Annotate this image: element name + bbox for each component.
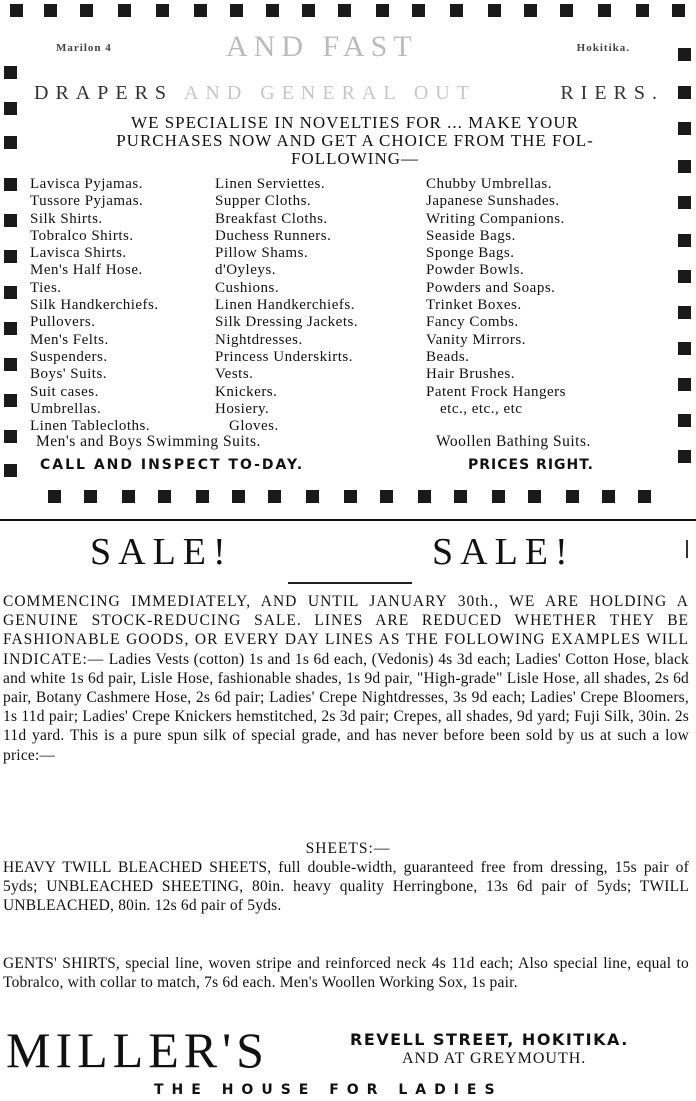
- sale-heading-left: SALE!: [90, 531, 233, 573]
- list-item: Ties.: [30, 279, 62, 296]
- specialise-notice: [50, 114, 660, 168]
- sale-paragraph-1: [3, 592, 689, 765]
- list-item: Breakfast Cloths.: [215, 210, 328, 227]
- list-item: Men's Felts.: [30, 331, 109, 348]
- list-item: Princess Underskirts.: [215, 348, 353, 365]
- list-item: Pillow Shams.: [215, 245, 309, 262]
- list-item: Knickers.: [215, 383, 278, 400]
- list-item: Tussore Pyjamas.: [30, 193, 144, 210]
- list-item: Suspenders.: [30, 348, 108, 365]
- drapers-left: DRAPERS: [34, 82, 174, 104]
- drapers-right: RIERS.: [560, 82, 664, 104]
- sale-heading-right: SALE!: [432, 531, 575, 573]
- list-item: Hair Brushes.: [426, 366, 515, 383]
- list-item: Powders and Soaps.: [426, 279, 556, 296]
- list-item: Linen Serviettes.: [215, 176, 326, 192]
- masthead-title: AND FAST: [226, 30, 418, 63]
- list-item: Cushions.: [215, 279, 280, 296]
- sale-intro: COMMENCING IMMEDIATELY, AND UNTIL JANUARY 30th., WE ARE HOLDING A GENUINE STOCK-REDUCING SALE. LINES ARE REDUCED WHETHER THEY BE FASHIONABLE GOODS, OR EVERY DAY LINES AS THE FOLLOWING EXAMPLES WILL INDICATE:—: [3, 593, 689, 668]
- list-item: etc., etc., etc: [440, 400, 523, 417]
- list-item: Patent Frock Hangers: [426, 383, 566, 400]
- masthead-left: Marilon 4: [56, 42, 112, 54]
- list-item: Beads.: [426, 348, 470, 365]
- list-item: Boys' Suits.: [30, 366, 108, 383]
- list-item: Lavisca Shirts.: [30, 245, 127, 262]
- store-tagline: THE HOUSE FOR LADIES: [154, 1082, 503, 1098]
- list-item: Umbrellas.: [30, 400, 102, 417]
- right-border: [674, 30, 696, 490]
- sheets-paragraph: HEAVY TWILL BLEACHED SHEETS, full double-width, guaranteed free from dressing, 15s pair of 5yds; UNBLEACHED SHEETING, 80in. heavy quality Herringbone, 13s 6d pair of 5yds; TWILL UNBLEACHED, 80in. 12s 6d pair of 5yds.: [3, 859, 689, 915]
- section-divider: [0, 519, 696, 521]
- list-item: Vests.: [215, 366, 254, 383]
- item-column-3: [426, 176, 566, 418]
- list-item: Vanity Mirrors.: [426, 331, 526, 348]
- store-address-1: REVELL STREET, HOKITIKA.: [350, 1030, 629, 1049]
- drapers-line: [34, 82, 664, 105]
- edge-mark: [686, 540, 688, 558]
- list-item: Japanese Sunshades.: [426, 193, 560, 210]
- list-item: Hosiery.: [215, 400, 270, 417]
- list-item: Suit cases.: [30, 383, 99, 400]
- list-item: Silk Shirts.: [30, 210, 103, 227]
- sheets-heading: SHEETS:—: [305, 840, 391, 857]
- store-address-2: AND AT GREYMOUTH.: [402, 1050, 587, 1067]
- list-item: Tobralco Shirts.: [30, 227, 134, 244]
- specialise-line-3: FOLLOWING—: [290, 149, 420, 168]
- store-name: MILLER'S: [6, 1022, 269, 1078]
- list-item: Supper Cloths.: [215, 193, 312, 210]
- list-item: Men's Half Hose.: [30, 262, 143, 279]
- shirts-paragraph: GENTS' SHIRTS, special line, woven stripe and reinforced neck 4s 11d each; Also special line, equal to Tobralco, with collar to match, 7s 6d each. Men's Woollen Working Sox, 1s pair.: [3, 955, 689, 992]
- drapers-middle: AND GENERAL OUT: [183, 82, 476, 104]
- swimming-suits-line: Men's and Boys Swimming Suits.: [36, 433, 261, 450]
- list-item: Silk Handkerchiefs.: [30, 297, 159, 314]
- list-item: Fancy Combs.: [426, 314, 519, 331]
- masthead-right: Hokitika.: [576, 42, 630, 54]
- item-column-2: [215, 176, 358, 435]
- list-item: d'Oyleys.: [215, 262, 276, 279]
- list-item: Trinket Boxes.: [426, 297, 522, 314]
- list-item: Chubby Umbrellas.: [426, 176, 552, 192]
- list-item: Linen Handkerchiefs.: [215, 297, 355, 314]
- list-item: Writing Companions.: [426, 210, 565, 227]
- list-item: Duchess Runners.: [215, 227, 332, 244]
- list-item: Silk Dressing Jackets.: [215, 314, 359, 331]
- list-item: Linen Tablecloths.: [30, 418, 151, 435]
- list-item: Nightdresses.: [215, 331, 303, 348]
- call-inspect-line: CALL AND INSPECT TO-DAY.: [40, 457, 305, 473]
- prices-right-line: PRICES RIGHT.: [468, 457, 594, 473]
- item-column-1: [30, 176, 159, 435]
- top-border: [0, 4, 696, 28]
- list-item: Gloves.: [229, 418, 279, 435]
- woollen-suits-line: Woollen Bathing Suits.: [436, 433, 591, 450]
- short-divider: [288, 582, 412, 584]
- sale-examples: Ladies Vests (cotton) 1s and 1s 6d each, (Vedonis) 4s 3d each; Ladies' Cotton Hose, black and white 1s 6d pair, Lisle Hose, fashionable shades, 1s 9d pair, "High-grade" Lisle Hose, all shades, 2s 6d pair, Botany Cashmere Hose, 2s 6d pair; Ladies' Crepe Nightdresses, 3s 9d each; Ladies' Crepe Bloomers, 1s 11d pair; Ladies' Crepe Knickers hemstitched, 2s 3d pair; Crepes, all shades, 9d yard; Fuji Silk, 30in. 2s 11d yard. This is a pure spun silk of special grade, and has never before been sold by us at such a low price:—: [3, 650, 690, 764]
- list-item: Sponge Bags.: [426, 245, 515, 262]
- specialise-line-1: WE SPECIALISE IN NOVELTIES FOR ... MAKE YOUR: [131, 113, 579, 132]
- list-item: Powder Bowls.: [426, 262, 525, 279]
- list-item: Pullovers.: [30, 314, 96, 331]
- left-border: [0, 30, 22, 490]
- list-item: Lavisca Pyjamas.: [30, 176, 143, 192]
- specialise-line-2: PURCHASES NOW AND GET A CHOICE FROM THE FOL-: [116, 131, 594, 150]
- bottom-border: [0, 490, 696, 514]
- list-item: Seaside Bags.: [426, 227, 516, 244]
